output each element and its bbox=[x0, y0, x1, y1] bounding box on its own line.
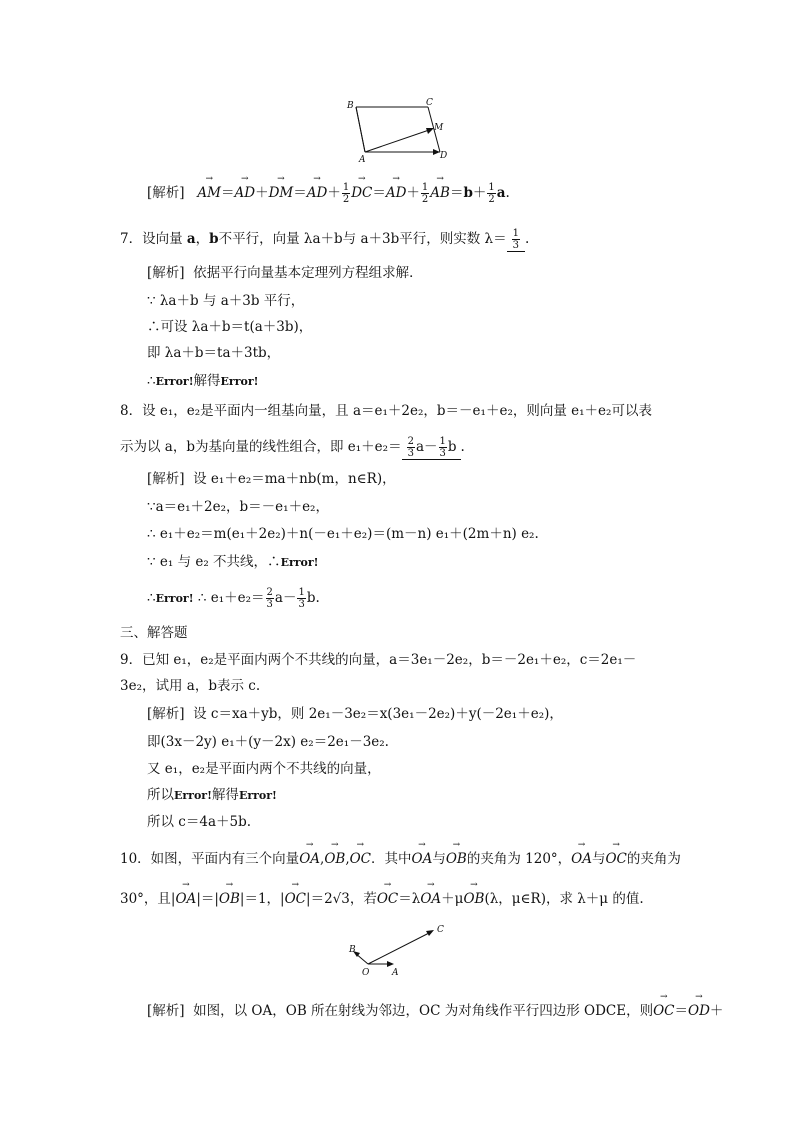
label-A: A bbox=[392, 968, 399, 978]
q9-analysis-4: 所以Error!解得Error! bbox=[147, 787, 277, 803]
vector-ab: → AB bbox=[430, 184, 450, 202]
q9-stem-1: 9．已知 e₁，e₂是平面内两个不共线的向量，a＝3e₁－2e₂，b＝－2e₁＋e₂，c＝2e₁－ bbox=[120, 652, 637, 668]
q9-analysis-5: 所以 c＝4a＋5b. bbox=[147, 814, 252, 830]
var-a: a bbox=[496, 185, 506, 201]
vector-ad: → AD bbox=[235, 184, 256, 202]
q6-analysis-line bbox=[147, 182, 510, 205]
text: ＝ bbox=[293, 185, 307, 201]
q8-stem-1: 8．设 e₁，e₂是平面内一组基向量，且 a＝e₁＋2e₂，b＝－e₁＋e₂，则向量 e₁＋e₂可以表 bbox=[120, 403, 652, 419]
label-B: B bbox=[347, 101, 354, 111]
text: ＝ bbox=[372, 185, 386, 201]
q7-analysis-4: 即 λa＋b＝ta＋3tb， bbox=[147, 345, 281, 361]
vector-dm: → DM bbox=[269, 184, 294, 202]
text: . bbox=[505, 185, 510, 201]
q8-analysis-2: ∵a＝e₁＋2e₂，b＝－e₁＋e₂， bbox=[147, 499, 329, 515]
figure-vectors bbox=[340, 920, 460, 980]
text: ＝ bbox=[449, 185, 464, 201]
fraction: $\frac{1}{2}$ bbox=[421, 182, 429, 205]
text: ＋ bbox=[406, 185, 420, 201]
q8-analysis-5: ∴Error! ∴ e₁＋e₂＝ $\frac{2}{3}$ a－ $\frac{1}{3}$ b. bbox=[147, 587, 320, 610]
q9-analysis-2: 即(3x－2y) e₁＋(y－2x) e₂＝2e₁－3e₂. bbox=[147, 734, 389, 750]
q8-stem-2: 示为以 a，b为基向量的线性组合，即 e₁＋e₂＝ $\frac{2}{3}$ a－ $\frac{1}{3}$ b . bbox=[120, 436, 465, 459]
figure-parallelogram bbox=[340, 95, 460, 165]
text: ＋ bbox=[472, 185, 487, 201]
q9-analysis-3: 又 e₁，e₂是平面内两个不共线的向量， bbox=[147, 761, 381, 777]
label-C: C bbox=[437, 925, 444, 935]
q9-stem-2: 3e₂，试用 a，b表示 c. bbox=[120, 678, 261, 694]
q7-stem: 7．设向量 a，b不平行，向量 λa＋b与 a＋3b平行，则实数 λ＝ $\frac{1}{3}$ . bbox=[120, 228, 530, 251]
q7-analysis-1: [解析] 依据平行向量基本定理列方程组求解． bbox=[147, 265, 423, 281]
fraction: $\frac{1}{2}$ bbox=[342, 182, 350, 205]
label-D: D bbox=[440, 151, 448, 161]
var-b: b bbox=[463, 185, 473, 201]
q8-analysis-4: ∵ e₁ 与 e₂ 不共线，∴Error! bbox=[147, 554, 319, 570]
analysis-label: [解析] bbox=[147, 185, 185, 201]
q7-analysis-2: ∵ λa＋b 与 a＋3b 平行， bbox=[147, 293, 305, 309]
text: ＋ bbox=[255, 185, 269, 201]
fraction: $\frac{1}{2}$ bbox=[488, 182, 495, 205]
q10-analysis-1: [解析] 如图，以 OA，OB 所在射线为邻边，OC 为对角线作平行四边形 ODCE，则→ OC＝→ OD＋ bbox=[147, 1002, 723, 1020]
label-M: M bbox=[434, 123, 444, 133]
q10-stem-2: 30°，且|→ OA|＝|→ OB|＝1，|→ OC|＝2√3，若→ OC＝λ→ OA＋μ→ OB(λ，μ∈R)，求 λ＋μ 的值. bbox=[120, 890, 644, 908]
label-B: B bbox=[349, 945, 356, 955]
q9-analysis-1: [解析] 设 c＝xa＋yb，则 2e₁－3e₂＝x(3e₁－2e₂)＋y(－2e₁＋e₂)， bbox=[147, 706, 563, 722]
q7-analysis-5: ∴Error!解得Error! bbox=[147, 373, 259, 389]
q8-analysis-3: ∴ e₁＋e₂＝m(e₁＋2e₂)＋n(－e₁＋e₂)＝(m－n) e₁＋(2m＋n) e₂. bbox=[147, 526, 539, 542]
label-A: A bbox=[359, 155, 366, 165]
label-O: O bbox=[362, 968, 370, 978]
text: ＋ bbox=[327, 185, 341, 201]
answer-blank: $\frac{1}{3}$ bbox=[507, 228, 525, 252]
text: ＝ bbox=[221, 185, 235, 201]
vector-dc: → DC bbox=[351, 184, 372, 202]
label-C: C bbox=[426, 98, 433, 108]
section-heading: 三、解答题 bbox=[120, 625, 188, 641]
answer-blank: $\frac{2}{3}$ a－ $\frac{1}{3}$ b bbox=[402, 436, 461, 460]
vector-ad: → AD bbox=[307, 184, 328, 202]
q7-analysis-3: ∴可设 λa＋b＝t(a＋3b)， bbox=[147, 319, 313, 335]
vector-am: → AM bbox=[197, 184, 221, 202]
q8-analysis-1: [解析] 设 e₁＋e₂＝ma＋nb(m，n∈R)， bbox=[147, 471, 396, 487]
vector-ad: → AD bbox=[386, 184, 407, 202]
q10-stem-1: 10．如图，平面内有三个向量→ OA,→ OB,→ OC．其中→ OA与→ OB的夹角为 120°，→ OA与→ OC的夹角为 bbox=[120, 850, 681, 868]
